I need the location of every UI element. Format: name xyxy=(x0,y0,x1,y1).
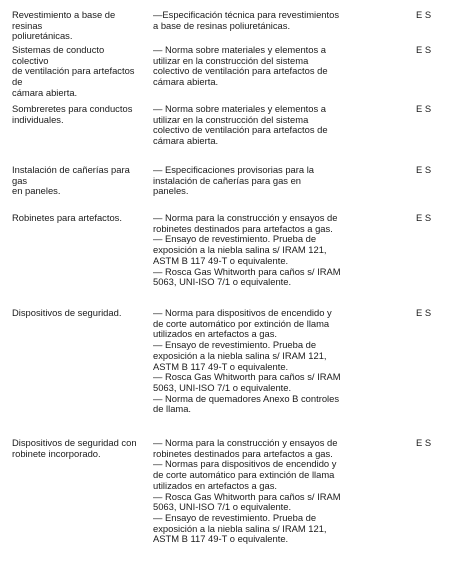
item-description: Dispositivos de seguridad con robinete incorporado. xyxy=(12,437,137,459)
item-description: Dispositivos de seguridad. xyxy=(12,307,122,318)
status-code: E S xyxy=(416,437,432,448)
norm-description: — Norma para dispositivos de encendido y de corte automático por extinción de llama utilizados en artefactos a gas. — Ensayo de revestimiento. Prueba de exposición a la niebla salina s/ IRAM 121, ASTM B 117 49-T o equivalente. — Rosca Gas Whitworth para caños s/ IRAM 5063, UNI-ISO 7/1 o equivalente. — Norma de quemadores Anexo B controles de llama. xyxy=(153,307,341,415)
status-code: E S xyxy=(416,44,432,55)
norm-description: — Norma sobre materiales y elementos a utilizar en la construcción del sistema colectivo de ventilación para artefactos de cámara abierta. xyxy=(153,44,328,88)
status-code: E S xyxy=(416,9,432,20)
status-code: E S xyxy=(416,212,432,223)
norm-description: — Norma para la construcción y ensayos de robinetes destinados para artefactos a gas. — Ensayo de revestimiento. Prueba de exposición a la niebla salina s/ IRAM 121, ASTM B 117 49-T o equivalente. — Rosca Gas Whitworth para caños s/ IRAM 5063, UNI-ISO 7/1 o equivalente. xyxy=(153,212,341,288)
item-description: Sistemas de conducto colectivo de ventilación para artefactos de cámara abierta. xyxy=(12,44,135,98)
status-code: E S xyxy=(416,103,432,114)
norm-description: — Especificaciones provisorias para la instalación de cañerías para gas en paneles. xyxy=(153,164,315,197)
norm-description: —Especificación técnica para revestimientos a base de resinas poliuretánicas. xyxy=(153,9,340,31)
item-description: Revestimiento a base de resinas poliuretánicas. xyxy=(12,9,116,42)
item-description: Sombreretes para conductos individuales. xyxy=(12,103,133,125)
norm-description: — Norma para la construcción y ensayos de robinetes destinados para artefactos a gas. — Normas para dispositivos de encendido y de corte automático para extinción de llama utilizados en artefactos a gas. — Rosca Gas Whitworth para caños s/ IRAM 5063, UNI-ISO 7/1 o equivalente. — Ensayo de revestimiento. Prueba de exposición a la niebla salina s/ IRAM 121, ASTM B 117 49-T o equivalente. xyxy=(153,437,341,545)
norm-description: — Norma sobre materiales y elementos a utilizar en la construcción del sistema colectivo de ventilación para artefactos de cámara abierta. xyxy=(153,103,328,147)
item-description: Instalación de cañerías para gas en paneles. xyxy=(12,164,130,197)
status-code: E S xyxy=(416,307,432,318)
status-code: E S xyxy=(416,164,432,175)
item-description: Robinetes para artefactos. xyxy=(12,212,122,223)
